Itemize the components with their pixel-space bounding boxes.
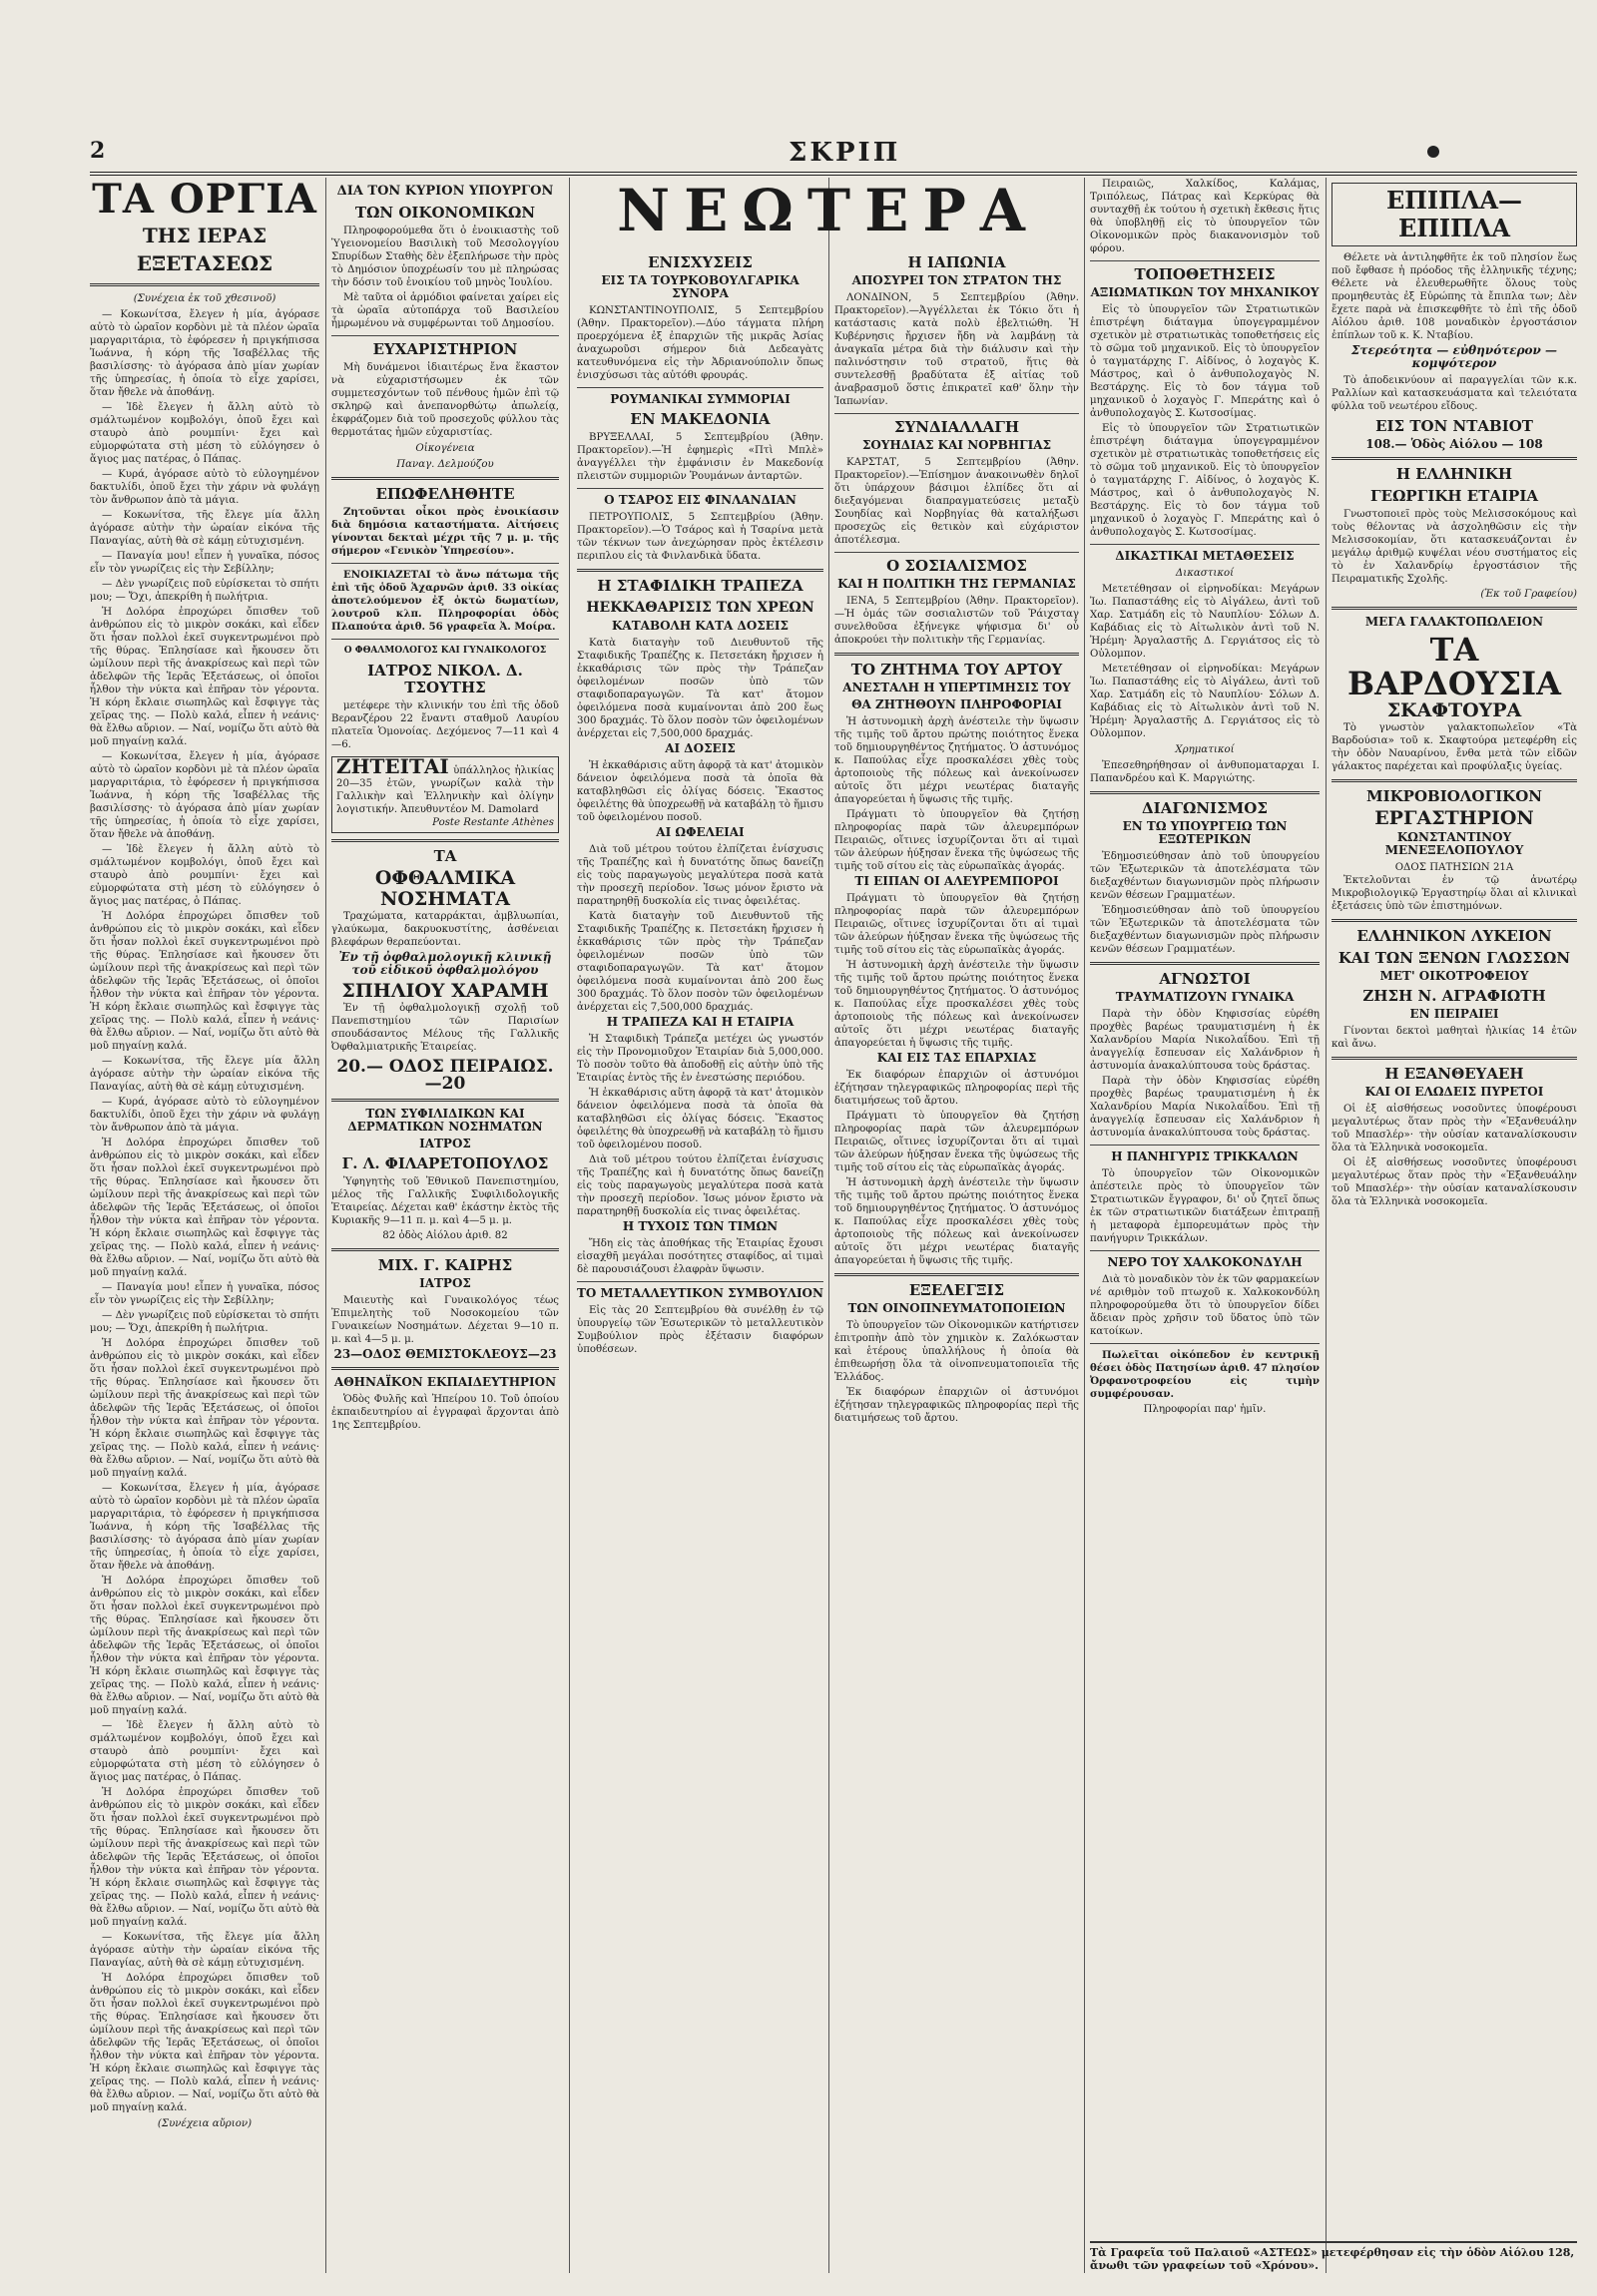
column-rule — [828, 178, 829, 2273]
paragraph: Ἡ ἐκκαθάρισις αὕτη ἀφορᾷ τὰ κατ' ἀτομικὸν δάνειον ὀφειλόμενα ποσὰ τὰ ὁποῖα θὰ καταβληθῶσι εἰς ὀλίγας δόσεις. Ἕκαστος ὀφειλέτης θὰ ὑποχρεωθῇ νὰ καταβάλῃ τὸ ἥμισυ τοῦ ὀφειλομένου ποσοῦ. — [577, 1088, 823, 1150]
paragraph: — Κοκωνίτσα, ἔλεγεν ἡ μία, ἀγόρασε αὐτὸ τὸ ὡραῖον κορδὸνι μὲ τὰ πλέον ὡραῖα μαργαριτάρια, τὸ ἐφόρεσεν ἡ πριγκήπισσα Ἰωάννα, ἡ κόρη τῆς Ἰσαβέλλας τῆς βασιλίσσης· τὸ ἀγόρασα ἀπὸ μίαν χωρίαν τῆς ὑπηρεσίας, ἡ ὁποία τὸ εἶχε χαρίσει, ὅταν ἤθελε νὰ ἀποθάνῃ. — [90, 309, 319, 398]
divider — [331, 839, 559, 842]
divider — [90, 283, 319, 286]
paragraph: Ἡ ἐκκαθάρισις αὕτη ἀφορᾷ τὰ κατ' ἀτομικὸν δάνειον ὀφειλόμενα ποσὰ τὰ ὁποῖα θὰ καταβληθῶσι εἰς ὀλίγας δόσεις. Ἕκαστος ὀφειλέτης θὰ ὑποχρεωθῇ νὰ καταβάλῃ τὸ ἥμισυ τοῦ ὀφειλομένου ποσοῦ. — [577, 760, 823, 823]
headline: ΑΙ ΔΟΣΕΙΣ — [665, 741, 736, 755]
paragraph: Ἡ ἀστυνομικὴ ἀρχὴ ἀνέστειλε τὴν ὕψωσιν τῆς τιμῆς τοῦ ἄρτου πρώτης ποιότητος ἕνεκα τοῦ δημιουργηθέντος ζητήματος. Ὁ ἀστυνόμος κ. Παπούλας εἶχε προσκαλέσει χθὲς τοὺς ἀρτοποιοὺς τῆς πόλεως καὶ ἀνεκοίνωσεν αὐτοῖς ὅτι μέχρι νεωτέρας διαταγῆς ἀπαγορεύεται ἡ ὕψωσις τῆς τιμῆς. — [834, 716, 1079, 805]
paragraph: Κατὰ διαταγὴν τοῦ Διευθυντοῦ τῆς Σταφιδικῆς Τραπέζης κ. Πετσετάκη ἤρχισεν ἡ ἐκκαθάρισις τῶν πρὸς τὴν Τράπεζαν ὀφειλομένων ποσῶν ὑπὸ τῶν σταφιδοπαραγωγῶν. Τὰ κατ' ἄτομον ὀφειλόμενα ποσὰ κυμαίνονται ἀπὸ 200 ἕως 300 δραχμάς. Τὸ ὅλον ποσὸν τῶν ὀφειλομένων ἀνέρχεται εἰς 7,500,000 δραχμάς. — [577, 638, 823, 739]
paragraph: — Ἰδὲ ἔλεγεν ἡ ἄλλη αὐτὸ τὸ σμάλτωμένον κομβολόγι, ὁποῦ ἔχει καὶ σταυρὸ ἀπὸ ρουμπίνι· ἔχει καὶ εὐμορφώτατα στὴ μέση τὸ εὐλόγησεν ὁ ἅγιος μας πατέρας, ὁ Πάπας. — [90, 1720, 319, 1783]
paragraph: — Κοκωνίτσα, τῆς ἔλεγε μία ἄλλη ἀγόρασε αὐτὴν τὴν ὡραίαν εἰκόνα τῆς Παναγίας, αὐτὴ θὰ σὲ κάμῃ εὐτυχισμένη. — [90, 510, 319, 547]
headline: ΔΙΑ ΤΟΝ ΚΥΡΙΟΝ ΥΠΟΥΡΓΟΝ — [336, 184, 554, 199]
advert-heading: ΜΙΚΡΟΒΙΟΛΟΓΙΚΟΝ — [1366, 787, 1542, 805]
headline: ΤΩΝ ΟΙΝΟΠΝΕΥΜΑΤΟΠΟΙΕΙΩΝ — [847, 1301, 1066, 1315]
headline: ΝΕΡΟ ΤΟΥ ΧΑΛΚΟΚΟΝΔΥΛΗ — [1107, 1255, 1303, 1269]
paragraph: Οἱ ἐξ αἰσθήσεως νοσοῦντες ὑποφέρουσι μεγαλυτέρως ὅταν πρὸς τὴν «Ἐξανθευάλην τοῦ Μπασλέρ»· τὴν οὐσίαν καταναλίσκουσιν ὅλα τὰ Ἑλληνικὰ νοσοκομεῖα. — [1331, 1157, 1577, 1207]
headline: ΗΕΚΚΑΘΑΡΙΣΙΣ ΤΩΝ ΧΡΕΩΝ — [586, 600, 814, 616]
paragraph: Ἐκ διαφόρων ἐπαρχιῶν οἱ ἀστυνόμοι ἐζήτησαν τηλεγραφικῶς πληροφορίας περὶ τῆς διατιμήσεως τοῦ ἄρτου. — [834, 1387, 1079, 1424]
paragraph: Ἐδημοσιεύθησαν ἀπὸ τοῦ ὑπουργείου τῶν Ἐξωτερικῶν τὰ ἀποτελέσματα τῶν διεξαχθέντων διαγωνισμῶν πρὸς πλήρωσιν κενῶν θέσεων Γραμματέων. — [1090, 905, 1320, 955]
paragraph: ΒΡΥΞΕΛΛΑΙ, 5 Σεπτεμβρίου (Ἀθην. Πρακτορεῖον).—Ἡ ἐφημερὶς «Πτὶ Μπλὲ» ἀναγγέλλει τὴν ἐμφάνισιν ἐν Μακεδονίᾳ πλειστῶν συμμοριῶν Ῥουμάνων ἀνταρτῶν. — [577, 432, 823, 482]
paragraph: Τραχώματα, καταρράκται, ἀμβλυωπίαι, γλαύκωμα, δακρυοκυστίτης, ἀσθένειαι βλεφάρων θεραπεύονται. — [331, 911, 559, 948]
advert-slogan: Στερεότητα — εὐθηνότερον — κομψότερον — [1350, 343, 1558, 370]
paragraph: ΚΩΝΣΤΑΝΤΙΝΟΥΠΟΛΙΣ, 5 Σεπτεμβρίου (Ἀθην. Πρακτορεῖον).—Δύο τάγματα πλήρη προερχόμενα ἐξ ἐπαρχιῶν τῆς μικρᾶς Ἀσίας ἀναχωροῦσι σήμερον διὰ Δεδεαγὰτς κατευθυνόμενα εἰς τὴν Ἀδριανούπολιν ὅπως ἐνισχύσωσι τὰς αὐτόθι φρουράς. — [577, 305, 823, 381]
headline: ΚΑΙ ΟΙ ΕΛΩΔΕΙΣ ΠΥΡΕΤΟΙ — [1364, 1085, 1544, 1099]
paragraph: Ἡ ἀστυνομικὴ ἀρχὴ ἀνέστειλε τὴν ὕψωσιν τῆς τιμῆς τοῦ ἄρτου πρώτης ποιότητος ἕνεκα τοῦ δημιουργηθέντος ζητήματος. Ὁ ἀστυνόμος κ. Παπούλας εἶχε προσκαλέσει χθὲς τοὺς ἀρτοποιοὺς τῆς πόλεως καὶ ἀνεκοίνωσεν αὐτοῖς ὅτι μέχρι νεωτέρας διαταγῆς ἀπαγορεύεται ἡ ὕψωσις τῆς τιμῆς. — [834, 960, 1079, 1049]
divider — [331, 477, 559, 480]
advert-text: Γίνονται δεκτοὶ μαθηταὶ ἡλικίας 14 ἐτῶν καὶ ἄνω. — [1331, 1026, 1577, 1050]
column-rule — [569, 178, 570, 2273]
headline: ΑΠΟΣΥΡΕΙ ΤΟΝ ΣΤΡΑΤΟΝ ΤΗΣ — [851, 273, 1062, 287]
paragraph: — Παναγία μου! εἶπεν ἡ γυναῖκα, πόσος εἶν τὸν γνωρίζεις εἰς τὴν Σεβίλλην; — [90, 551, 319, 575]
paragraph: Παρὰ τὴν ὁδὸν Κηφισσίας εὑρέθη προχθὲς βαρέως τραυματισμένη ἡ ἐκ Χαλανδρίου Μαρία Νικολαΐδου. Ἐπὶ τῇ ἀναγγελίᾳ ἔσπευσαν εἰς Χαλάνδριον ἡ ἀστυνομία ἀνακαλύπτουσα τοὺς δράστας. — [1090, 1009, 1320, 1072]
paragraph: — Ἰδὲ ἔλεγεν ἡ ἄλλη αὐτὸ τὸ σμάλτωμένον κομβολόγι, ὁποῦ ἔχει καὶ σταυρὸ ἀπὸ ρουμπίνι· ἔχει καὶ εὐμορφώτατα στὴ μέση τὸ εὐλόγησεν ὁ ἅγιος μας πατέρας, ὁ Πάπας. — [90, 402, 319, 465]
headline: ΤΩΝ ΟΙΚΟΝΟΜΙΚΩΝ — [354, 204, 536, 222]
headline: ΕΝΙΣΧΥΣΕΙΣ — [648, 253, 753, 271]
news-section-title: ΝΕΩΤΕΡΑ — [617, 177, 1039, 244]
signature: Παναγ. Δελμούζου — [396, 459, 494, 470]
paragraph: — Κυρά, ἀγόρασε αὐτὸ τὸ εὐλογημένον δακτυλίδι, ὁποῦ ἔχει τὴν χάριν νὰ φυλάγῃ τὸν ἄνθρωπον ἀπὸ τὰ μάγια. — [90, 469, 319, 506]
story-title: ΤΑ ΟΡΓΙΑ — [92, 178, 317, 223]
headline: ΙΑΤΡΟΣ — [419, 1276, 471, 1290]
headline: ΚΑΙ ΕΙΣ ΤΑΣ ΕΠΑΡΧΙΑΣ — [876, 1051, 1037, 1065]
headline: Η ΤΡΑΠΕΖΑ ΚΑΙ Η ΕΤΑΙΡΙΑ — [606, 1015, 795, 1029]
divider — [577, 488, 823, 489]
advert-heading: ΖΗΤΕΙΤΑΙ — [336, 754, 449, 778]
headline: ΕΝ ΤΩ ΥΠΟΥΡΓΕΙΩ ΤΩΝ ΕΞΩΤΕΡΙΚΩΝ — [1122, 819, 1288, 846]
divider — [1331, 457, 1577, 460]
paragraph: — Κοκωνίτσα, τῆς ἔλεγε μία ἄλλη ἀγόρασε αὐτὴν τὴν ὡραίαν εἰκόνα τῆς Παναγίας, αὐτὴ θὰ σὲ κάμῃ εὐτυχισμένη. — [90, 1056, 319, 1093]
headline: Ο ΤΣΑΡΟΣ ΕΙΣ ΦΙΝΛΑΝΔΙΑΝ — [604, 493, 797, 507]
advert-address: ΟΔΟΣ ΠΑΤΗΣΙΩΝ 21Α — [1394, 862, 1514, 873]
divider — [331, 1099, 559, 1102]
headline: ΤΙ ΕΙΠΑΝ ΟΙ ΑΛΕΥΡΕΜΠΟΡΟΙ — [854, 874, 1059, 888]
address: 23—ΟΔΟΣ ΘΕΜΙΣΤΟΚΛΕΟΥΣ—23 — [333, 1347, 557, 1361]
column-rule — [1326, 178, 1327, 2273]
advert-heading: ΖΗΣΗ Ν. ΑΓΡΑΦΙΩΤΗ — [1362, 987, 1546, 1005]
advert-text: Θέλετε νὰ ἀντιληφθῆτε ἐκ τοῦ πλησίον ἕως ποῦ ἔφθασε ἡ πρόοδος τῆς ἑλληνικῆς τέχνης; Θέλετε νὰ ἐλευθερωθῆτε ὅλους τοὺς προμηθευτὰς ἐξ Εὐρώπης τὰ ἔπιπλα των; Δὲν ἔχετε παρὰ νὰ ἐπισκεφθῆτε τὸ ἐπὶ τῆς ὁδοῦ Αἰόλου ἀριθ. 108 μοναδικὸν ἐργοστάσιον ἐπίπλων τοῦ κ. Κ. Νταβίου. — [1331, 252, 1577, 341]
advert-address: Poste Restante Athènes — [432, 817, 554, 828]
divider — [577, 1281, 823, 1282]
divider — [834, 552, 1079, 553]
paragraph: Ἐκ διαφόρων ἐπαρχιῶν οἱ ἀστυνόμοι ἐζήτησαν τηλεγραφικῶς πληροφορίας περὶ τῆς διατιμήσεως τοῦ ἄρτου. — [834, 1070, 1079, 1107]
paragraph: Διὰ τοῦ μέτρου τούτου ἐλπίζεται ἐνίσχυσις τῆς Τραπέζης καὶ ἡ δυνατότης ὅπως δανείζῃ εἰς τοὺς παραγωγοὺς μεγαλύτερα ποσὰ κατὰ τὴν προσεχῆ περίοδον. Ἰσως μόνον ἔριστο νὰ παρατηρηθῇ δυσκολία εἰς τινας ὀφειλέτας. — [577, 844, 823, 907]
paragraph: — Κυρά, ἀγόρασε αὐτὸ τὸ εὐλογημένον δακτυλίδι, ὁποῦ ἔχει τὴν χάριν νὰ φυλάγῃ τὸν ἄνθρωπον ἀπὸ τὰ μάγια. — [90, 1097, 319, 1134]
headline: ΤΡΑΥΜΑΤΙΖΟΥΝ ΓΥΝΑΙΚΑ — [1115, 990, 1295, 1004]
divider — [1090, 962, 1320, 965]
continuation-note: (Συνέχεια ἐκ τοῦ χθεσινοῦ) — [133, 293, 276, 304]
headline: Η ΠΑΝΗΓΥΡΙΣ ΤΡΙΚΚΑΛΩΝ — [1111, 1149, 1299, 1163]
paragraph: Ἡ Δολόρα ἐπροχώρει ὄπισθεν τοῦ ἀνθρώπου εἰς τὸ μικρὸν σοκάκι, καὶ εἶδεν ὅτι ἦσαν πολλοὶ ἐκεῖ συγκεντρωμένοι πρὸ τῆς θύρας. Ἐπλησίασε καὶ ἤκουσεν ὅτι ὡμίλουν περὶ τῆς ἀνακρίσεως καὶ περὶ τῶν ἀδελφῶν τῆς Ἱερᾶς Ἐξετάσεως, οἱ ὁποῖοι ἦλθον τὴν νύκτα καὶ ἐπῆραν τὸν γέροντα. Ἡ κόρη ἔκλαιε σιωπηλῶς καὶ ἔσφιγγε τὰς χεῖρας της. — Πολὺ καλά, εἶπεν ἡ νεάνις· θὰ ἔλθω αὔριον. — Ναί, νομίζω ὅτι αὐτὸ θὰ μοῦ πηγαίνῃ καλά. — [90, 607, 319, 747]
paragraph: Μαιευτὴς καὶ Γυναικολόγος τέως Ἐπιμελητὴς τοῦ Νοσοκομείου τῶν Γυναικείων Νοσημάτων. Δέχεται 9—10 π. μ. καὶ 4—5 μ. μ. — [331, 1295, 559, 1345]
headline: Ο ΦΘΑΛΜΟΛΟΓΟΣ ΚΑΙ ΓΥΝΑΙΚΟΛΟΓΟΣ — [343, 646, 547, 656]
paragraph: Πράγματι τὸ ὑπουργεῖον θὰ ζητήσῃ πληροφορίας παρὰ τῶν ἀλευρεμπόρων Πειραιῶς, οἵτινες ἰσχυρίζονται ὅτι αἱ τιμαὶ τῶν ἀλεύρων ἠύξησαν ἕνεκα τῆς ὑψώσεως τῆς τιμῆς τοῦ σίτου εἰς τὰς εὐρωπαϊκὰς ἀγοράς. — [834, 809, 1079, 872]
headline: ΕΙΣ ΤΑ ΤΟΥΡΚΟΒΟΥΛΓΑΡΙΚΑ ΣΥΝΟΡΑ — [601, 273, 799, 300]
divider — [1090, 544, 1320, 545]
paragraph: Μὲ ταῦτα οἱ ἁρμόδιοι φαίνεται χαίρει εἰς τὰ ὡραῖα αὐτοπάρχα τοῦ Βασιλείου ἧμρωμένου νὰ συμφέρωνται τοῦ Δημοσίου. — [331, 292, 559, 329]
divider — [331, 1248, 559, 1251]
advert-text: Τὸ ἀποδεικνύουν αἱ παραγγελίαι τῶν κ.κ. Ραλλίων καὶ κατασκευάσματα καὶ τελειότατα φύλλα τοῦ νεωτέρου εἴδους. — [1331, 375, 1577, 412]
headline: ΙΑΤΡΟΣ ΝΙΚΟΛ. Δ. ΤΣΟΥΤΗΣ — [367, 662, 523, 696]
headline: ΤΩΝ ΣΥΦΙΛΙΔΙΚΩΝ ΚΑΙ ΔΕΡΜΑΤΙΚΩΝ ΝΟΣΗΜΑΤΩΝ — [347, 1107, 543, 1134]
headline: ΤΟ ΖΗΤΗΜΑ ΤΟΥ ΑΡΤΟΥ — [850, 661, 1063, 679]
column-adverts — [1331, 178, 1577, 2233]
paragraph: Ἡ Δολόρα ἐπροχώρει ὄπισθεν τοῦ ἀνθρώπου εἰς τὸ μικρὸν σοκάκι, καὶ εἶδεν ὅτι ἦσαν πολλοὶ ἐκεῖ συγκεντρωμένοι πρὸ τῆς θύρας. Ἐπλησίασε καὶ ἤκουσεν ὅτι ὡμίλουν περὶ τῆς ἀνακρίσεως καὶ περὶ τῶν ἀδελφῶν τῆς Ἱερᾶς Ἐξετάσεως, οἱ ὁποῖοι ἦλθον τὴν νύκτα καὶ ἐπῆραν τὸν γέροντα. Ἡ κόρη ἔκλαιε σιωπηλῶς καὶ ἔσφιγγε τὰς χεῖρας της. — Πολὺ καλά, εἶπεν ἡ νεάνις· θὰ ἔλθω αὔριον. — Ναί, νομίζω ὅτι αὐτὸ θὰ μοῦ πηγαίνῃ καλά. — [90, 1576, 319, 1716]
advert-heading: ΕΙΣ ΤΟΝ ΝΤΑΒΙΟΤ — [1375, 417, 1533, 435]
paragraph: Εἰς τὰς 20 Σεπτεμβρίου θὰ συνέλθῃ ἐν τῷ ὑπουργείῳ τῶν Ἐσωτερικῶν τὸ μεταλλευτικὸν Συμβούλιον πρὸς ἐξέτασιν διαφόρων ὑποθέσεων. — [577, 1305, 823, 1355]
paragraph: Πράγματι τὸ ὑπουργεῖον θὰ ζητήσῃ πληροφορίας παρὰ τῶν ἀλευρεμπόρων Πειραιῶς, οἵτινες ἰσχυρίζονται ὅτι αἱ τιμαὶ τῶν ἀλεύρων ἠύξησαν ἕνεκα τῆς ὑψώσεως τῆς τιμῆς τοῦ σίτου εἰς τὰς εὐρωπαϊκὰς ἀγοράς. — [834, 893, 1079, 956]
divider — [834, 413, 1079, 414]
paragraph: Ὁδὸς Φυλῆς καὶ Ἠπείρου 10. Τοῦ ὁποίου ἐκπαιδευτηρίου αἱ ἐγγραφαὶ ἄρχονται ἀπὸ 1ης Σεπτεμβρίου. — [331, 1394, 559, 1431]
column-notices — [331, 178, 559, 2273]
divider — [1090, 260, 1320, 261]
paragraph: — Δὲν γνωρίζεις ποῦ εὑρίσκεται τὸ σπήτι μου; — Ὄχι, ἀπεκρίθη ἡ πωλήτρια. — [90, 1310, 319, 1334]
paragraph: — Ἰδὲ ἔλεγεν ἡ ἄλλη αὐτὸ τὸ σμάλτωμένον κομβολόγι, ὁποῦ ἔχει καὶ σταυρὸ ἀπὸ ρουμπίνι· ἔχει καὶ εὐμορφώτατα στὴ μέση τὸ εὐλόγησεν ὁ ἅγιος μας πατέρας, ὁ Πάπας. — [90, 844, 319, 907]
paragraph: ΙΕΝΑ, 5 Σεπτεμβρίου (Ἀθην. Πρακτορεῖον).—Ἡ ὁμάς τῶν σοσιαλιστῶν τοῦ Ῥάιχσταγ συνελθοῦσα ἐξήνεγκε ψήφισμα δι' οὗ ἀποκρούει τὴν πολιτικὴν τῆς Γερμανίας. — [834, 596, 1079, 646]
divider — [1331, 919, 1577, 922]
headline: ΤΑ — [433, 847, 457, 865]
divider — [331, 335, 559, 336]
column-news-1 — [577, 249, 823, 2275]
paragraph: Εἰς τὸ ὑπουργεῖον τῶν Στρατιωτικῶν ἐπιστρέψη διάταγμα ὑπογεγραμμένον σχετικὸν μὲ στρατιωτικὰς τοποθετήσεις εἰς τὸ σῶμα τοῦ μηχανικοῦ. Εἰς τὸ ὑπουργεῖον ὁ ταγματάρχης Γ. Αἰδίνος, ὁ λοχαγὸς Κ. Μάστρος, καὶ ὁ ἀνθυπολοχαγὸς Ν. Βεστάρχης. Εἰς τὸ δον τάγμα τοῦ μηχανικοῦ ὁ λοχαγὸς Γ. Μπεράτης καὶ ὁ ἀνθυπολοχαγὸς Σ. Κωτσοσίμας. — [1090, 304, 1320, 419]
headline: ΑΞΙΩΜΑΤΙΚΩΝ ΤΟΥ ΜΗΧΑΝΙΚΟΥ — [1090, 285, 1320, 299]
divider — [331, 563, 559, 564]
headline: ΑΓΝΩΣΤΟΙ — [1159, 970, 1251, 988]
paragraph: — Δὲν γνωρίζεις ποῦ εὑρίσκεται τὸ σπήτι μου; — Ὄχι, ἀπεκρίθη ἡ πωλήτρια. — [90, 579, 319, 603]
paragraph: Εἰς τὸ ὑπουργεῖον τῶν Στρατιωτικῶν ἐπιστρέψη διάταγμα ὑπογεγραμμένον σχετικὸν μὲ στρατιωτικὰς τοποθετήσεις εἰς τὸ σῶμα τοῦ μηχανικοῦ. Εἰς τὸ ὑπουργεῖον ὁ ταγματάρχης Γ. Αἰδίνος, ὁ λοχαγὸς Κ. Μάστρος, καὶ ὁ ἀνθυπολοχαγὸς Ν. Βεστάρχης. Εἰς τὸ δον τάγμα τοῦ μηχανικοῦ ὁ λοχαγὸς Γ. Μπεράτης καὶ ὁ ἀνθυπολοχαγὸς Σ. Κωτσοσίμας. — [1090, 423, 1320, 538]
advert-heading: ΕΡΓΑΣΤΗΡΙΟΝ — [1374, 807, 1534, 829]
column-rule — [1084, 178, 1085, 2273]
page-number: 2 — [90, 138, 106, 164]
headline: Η ΣΤΑΦΙΔΙΚΗ ΤΡΑΠΕΖΑ — [597, 577, 803, 595]
paragraph: Ἐδημοσιεύθησαν ἀπὸ τοῦ ὑπουργείου τῶν Ἐξωτερικῶν τὰ ἀποτελέσματα τῶν διεξαχθέντων διαγωνισμῶν πρὸς πλήρωσιν κενῶν θέσεων Γραμματέων. — [1090, 851, 1320, 901]
headline: ΣΠΗΛΙΟΥ ΧΑΡΑΜΗ — [341, 980, 549, 1002]
footer-notice: Τὰ Γραφεῖα τοῦ Παλαιοῦ «ΑΣΤΕΩΣ» μετεφέρθησαν εἰς τὴν ὁδὸν Αἰόλου 128, ἄνωθι τῶν γραφείων τοῦ «Χρόνου». — [1090, 2241, 1577, 2272]
advert-text: ὑπάλληλος ἡλικίας 20—35 ἐτῶν, γνωρίζων καλὰ τὴν Γαλλικὴν καὶ Ἑλληνικὴν καὶ ὀλίγην λογιστικήν. Ἀπευθυντέον Μ. Damolard — [336, 765, 554, 815]
paragraph: μετέφερε τὴν κλινικήν του ἐπὶ τῆς ὁδοῦ Βερανζέρου 22 ἔναντι σταθμοῦ Λαυρίου πλατεῖα Ὁμονοίας. Δεχόμενος 7—11 καὶ 4—6. — [331, 700, 559, 750]
paragraph: Ἐπεσεθηρήθησαν οἱ ἀνθυποματαρχαι Ι. Παπανδρέου καὶ Κ. Μαργιώτης. — [1090, 760, 1320, 784]
advert-text: Πληροφορίαι παρ' ἡμῖν. — [1143, 1404, 1267, 1415]
divider — [1090, 791, 1320, 794]
advert-heading: ΜΕΓΑ ΓΑΛΑΚΤΟΠΩΛΕΙΟΝ — [1364, 615, 1544, 629]
headline: ΔΙΚΑΣΤΙΚΑΙ ΜΕΤΑΘΕΣΕΙΣ — [1115, 549, 1295, 563]
paragraph: Μετετέθησαν οἱ εἰρηνοδίκαι: Μεγάρων Ἰω. Παπαστάθης εἰς τὸ Αἰγάλεω, ἀντὶ τοῦ Χαρ. Σατμάδη εἰς τὸ Ναυπλίου· Σόλων Δ. Καβάδιας εἰς τὸ Αἰτωλικὸν ἀντὶ τοῦ Ν. Ἠρέμη· Ἀργαλαστῆς Δ. Γεργιάτσος εἰς τὸ Οὐλομπον. — [1090, 664, 1320, 739]
headline: ΣΟΥΗΔΙΑΣ ΚΑΙ ΝΟΡΒΗΓΙΑΣ — [861, 438, 1052, 452]
signature: Οἰκογένεια — [415, 443, 475, 454]
headline: ΤΟΠΟΘΕΤΗΣΕΙΣ — [1134, 265, 1276, 283]
divider — [1331, 607, 1577, 610]
headline: ΕΠΩΦΕΛΗΘΗΤΕ — [375, 485, 515, 503]
address: 20.— ΟΔΟΣ ΠΕΙΡΑΙΩΣ.—20 — [336, 1057, 554, 1094]
paragraph: Πράγματι τὸ ὑπουργεῖον θὰ ζητήσῃ πληροφορίας παρὰ τῶν ἀλευρεμπόρων Πειραιῶς, οἵτινες ἰσχυρίζονται ὅτι αἱ τιμαὶ τῶν ἀλεύρων ἠύξησαν ἕνεκα τῆς ὑψώσεως τῆς τιμῆς τοῦ σίτου εἰς τὰς εὐρωπαϊκὰς ἀγοράς. — [834, 1111, 1079, 1173]
paragraph: Τὸ ὑπουργεῖον τῶν Οἰκονομικῶν ἀπέστειλε πρὸς τὸ ὑπουργεῖον τῶν Στρατιωτικῶν ἔγγραφον, δι' οὗ ζητεῖ ὅπως ἐκ τῶν στρατιωτικῶν διατάξεων ἐπιτραπῇ ἡ μεταφορὰ ἐμπορευμάτων πρὸς τὴν πανήγυριν Τρικκάλων. — [1090, 1168, 1320, 1244]
advert-box — [331, 756, 559, 833]
paragraph: — Κοκωνίτσα, ἔλεγεν ἡ μία, ἀγόρασε αὐτὸ τὸ ὡραῖον κορδὸνι μὲ τὰ πλέον ὡραῖα μαργαριτάρια, τὸ ἐφόρεσεν ἡ πριγκήπισσα Ἰωάννα, ἡ κόρη τῆς Ἰσαβέλλας τῆς βασιλίσσης· τὸ ἀγόρασα ἀπὸ μίαν χωρίαν τῆς ὑπηρεσίας, ἡ ὁποία τὸ εἶχε χαρίσει, ὅταν ἤθελε νὰ ἀποθάνῃ. — [90, 1483, 319, 1572]
paragraph: Μετετέθησαν οἱ εἰρηνοδίκαι: Μεγάρων Ἰω. Παπαστάθης εἰς τὸ Αἰγάλεω, ἀντὶ τοῦ Χαρ. Σατμάδη εἰς τὸ Ναυπλίου· Σόλων Δ. Καβάδιας εἰς τὸ Αἰτωλικὸν ἀντὶ τοῦ Ν. Ἠρέμη· Ἀργαλαστῆς Δ. Γεργιάτσος εἰς τὸ Οὐλομπον. — [1090, 584, 1320, 660]
headline: Ἐν τῇ ὀφθαλμολογικῇ κλινικῇ τοῦ εἰδικοῦ ὀφθαλμολόγου — [338, 950, 552, 977]
paragraph: Διὰ τὸ μοναδικὸν τὸν ἐκ τῶν φαρμακείων νέ αριθμὸν τοῦ πτωχοῦ κ. Χαλκοκονδύλη πληροφορούμεθα ὅτι τὸ ὑπουργεῖον δίδει ἄδειαν πρὸς χρῆσιν τοῦ ὕδατος ὑπὸ τῶν κατοίκων. — [1090, 1274, 1320, 1337]
headline: ΕΞΕΛΕΓΞΙΣ — [908, 1281, 1005, 1299]
paragraph: Ἡ Δολόρα ἐπροχώρει ὄπισθεν τοῦ ἀνθρώπου εἰς τὸ μικρὸν σοκάκι, καὶ εἶδεν ὅτι ἦσαν πολλοὶ ἐκεῖ συγκεντρωμένοι πρὸ τῆς θύρας. Ἐπλησίασε καὶ ἤκουσεν ὅτι ὡμίλουν περὶ τῆς ἀνακρίσεως καὶ περὶ τῶν ἀδελφῶν τῆς Ἱερᾶς Ἐξετάσεως, οἱ ὁποῖοι ἦλθον τὴν νύκτα καὶ ἐπῆραν τὸν γέροντα. Ἡ κόρη ἔκλαιε σιωπηλῶς καὶ ἔσφιγγε τὰς χεῖρας της. — Πολὺ καλά, εἶπεν ἡ νεάνις· θὰ ἔλθω αὔριον. — Ναί, νομίζω ὅτι αὐτὸ θὰ μοῦ πηγαίνῃ καλά. — [90, 1338, 319, 1479]
divider — [834, 653, 1079, 656]
headline: ΚΑΙ Η ΠΟΛΙΤΙΚΗ ΤΗΣ ΓΕΡΜΑΝΙΑΣ — [837, 577, 1076, 591]
paragraph: Ἡ Δολόρα ἐπροχώρει ὄπισθεν τοῦ ἀνθρώπου εἰς τὸ μικρὸν σοκάκι, καὶ εἶδεν ὅτι ἦσαν πολλοὶ ἐκεῖ συγκεντρωμένοι πρὸ τῆς θύρας. Ἐπλησίασε καὶ ἤκουσεν ὅτι ὡμίλουν περὶ τῆς ἀνακρίσεως καὶ περὶ τῶν ἀδελφῶν τῆς Ἱερᾶς Ἐξετάσεως, οἱ ὁποῖοι ἦλθον τὴν νύκτα καὶ ἐπῆραν τὸν γέροντα. Ἡ κόρη ἔκλαιε σιωπηλῶς καὶ ἔσφιγγε τὰς χεῖρας της. — Πολὺ καλά, εἶπεν ἡ νεάνις· θὰ ἔλθω αὔριον. — Ναί, νομίζω ὅτι αὐτὸ θὰ μοῦ πηγαίνῃ καλά. — [90, 1138, 319, 1278]
divider — [1090, 1250, 1320, 1251]
divider — [1090, 1145, 1320, 1146]
paragraph: Ἐν τῇ ὀφθαλμολογικῇ σχολῇ τοῦ Πανεπιστημίου τῶν Παρισίων σπουδάσαντος Μέλους τῆς Γαλλικῆς Ὀφθαλμιατρικῆς Ἑταιρείας. — [331, 1003, 559, 1053]
headline: ΤΟ ΜΕΤΑΛΛΕΥΤΙΚΟΝ ΣΥΜΒΟΥΛΙΟΝ — [577, 1286, 823, 1300]
headline: Η ΕΞΑΝΘΕΥΑΕΗ — [1384, 1065, 1524, 1083]
divider — [834, 1273, 1079, 1276]
paragraph: ΛΟΝΔΙΝΟΝ, 5 Σεπτεμβρίου (Ἀθην. Πρακτορεῖον).—Ἀγγέλλεται ἐκ Τόκιο ὅτι ἡ κατάστασις κατὰ πολὺ ἐβελτιώθη. Ἡ Κυβέρνησις ἤρχισεν ἤδη νὰ λαμβάνῃ τὰ ἀναγκαῖα μέτρα διὰ τὴν διάλυσιν καὶ τὴν παλινόστησιν τοῦ στρατοῦ, ἥτις θὰ συντελεσθῇ βραδύτατα ἐξ αἰτίας τοῦ ἀναβρασμοῦ ὅστις ἐπικρατεῖ καθ' ὅλην τὴν Ἰαπωνίαν. — [834, 292, 1079, 407]
paragraph: Κατὰ διαταγὴν τοῦ Διευθυντοῦ τῆς Σταφιδικῆς Τραπέζης κ. Πετσετάκη ἤρχισεν ἡ ἐκκαθάρισις τῶν πρὸς τὴν Τράπεζαν ὀφειλομένων ποσῶν ὑπὸ τῶν σταφιδοπαραγωγῶν. Τὰ κατ' ἄτομον ὀφειλόμενα ποσὰ κυμαίνονται ἀπὸ 200 ἕως 300 δραχμάς. Τὸ ὅλον ποσὸν τῶν ὀφειλομένων ἀνέρχεται εἰς 7,500,000 δραχμάς. — [577, 911, 823, 1013]
advert-heading: ΣΚΑΦΤΟΥΡΑ — [1386, 699, 1522, 721]
subheadline: Χρηματικοί — [1175, 744, 1235, 755]
attribution: (Ἐκ τοῦ Γραφείου) — [1480, 589, 1577, 600]
advert-address: 108.— Ὁδὸς Αἰόλου — 108 — [1365, 437, 1543, 451]
divider — [577, 569, 823, 572]
paragraph: Ἡ Δολόρα ἐπροχώρει ὄπισθεν τοῦ ἀνθρώπου εἰς τὸ μικρὸν σοκάκι, καὶ εἶδεν ὅτι ἦσαν πολλοὶ ἐκεῖ συγκεντρωμένοι πρὸ τῆς θύρας. Ἐπλησίασε καὶ ἤκουσεν ὅτι ὡμίλουν περὶ τῆς ἀνακρίσεως καὶ περὶ τῶν ἀδελφῶν τῆς Ἱερᾶς Ἐξετάσεως, οἱ ὁποῖοι ἦλθον τὴν νύκτα καὶ ἐπῆραν τὸν γέροντα. Ἡ κόρη ἔκλαιε σιωπηλῶς καὶ ἔσφιγγε τὰς χεῖρας της. — Πολὺ καλά, εἶπεν ἡ νεάνις· θὰ ἔλθω αὔριον. — Ναί, νομίζω ὅτι αὐτὸ θὰ μοῦ πηγαίνῃ καλά. — [90, 1973, 319, 2113]
paragraph: Ὑφηγητὴς τοῦ Ἐθνικοῦ Πανεπιστημίου, μέλος τῆς Γαλλικῆς Συφιλιδολογικῆς Ἑταιρείας. Δέχεται καθ' ἑκάστην ἐκτὸς τῆς Κυριακῆς 9—11 π. μ. καὶ 4—5 μ. μ. — [331, 1176, 559, 1226]
bullet-icon — [1427, 146, 1439, 158]
paragraph: Διὰ τοῦ μέτρου τούτου ἐλπίζεται ἐνίσχυσις τῆς Τραπέζης καὶ ἡ δυνατότης ὅπως δανείζῃ εἰς τοὺς παραγωγοὺς μεγαλύτερα ποσὰ κατὰ τὴν προσεχῆ περίοδον. Ἰσως μόνον ἔριστο νὰ παρατηρηθῇ δυσκολία εἰς τινας ὀφειλέτας. — [577, 1154, 823, 1217]
paragraph: Γνωστοποιεῖ πρὸς τοὺς Μελισσοκόμους καὶ τοὺς θέλοντας νὰ ἀσχοληθῶσιν εἰς τὴν Μελισσοκομίαν, ὅτι κατασκευάζονται ἐν μεγάλῳ ἀριθμῷ κυψέλαι νέου συστήματος εἰς τὸ ἐν Χαλανδρίῳ ἐργοστάσιον τῆς Πειραματικῆς Σχολῆς. — [1331, 509, 1577, 585]
advert-text: ΕΝΟΙΚΙΑΖΕΤΑΙ τὸ ἄνω πάτωμα τῆς ἐπὶ τῆς ὁδοῦ Ἁχαρνῶν ἀριθ. 33 οἰκίας ἀποτελούμενον ἐξ ὀκτὼ δωματίων, λουτροῦ κλπ. Πληροφορίαι ὁδὸς Πλαπούτα ἀριθ. 56 γραφεῖα Ἀ. Μοίρα. — [331, 569, 559, 633]
headline: Η ΕΛΛΗΝΙΚΗ — [1395, 465, 1513, 483]
advert-heading: ΕΛΛΗΝΙΚΟΝ ΛΥΚΕΙΟΝ — [1356, 927, 1552, 945]
paragraph: Ἡ Σταφιδικὴ Τράπεζα μετέχει ὡς γνωστόν εἰς τὴν Προνομιοῦχον Ἑταιρίαν διὰ 5,000,000. Τὸ ποσὸν τοῦτο θὰ ἀποδοθῇ εἰς αὐτὴν ὑπὸ τῆς Ἑταιρίας ἐντὸς τῆς ἐν ἐνεστώσης περιόδου. — [577, 1034, 823, 1084]
divider — [1331, 1057, 1577, 1060]
paragraph: Τὸ ὑπουργεῖον τῶν Οἰκονομικῶν κατήρτισεν ἐπιτροπὴν ἀπὸ τὸν χημικὸν κ. Ζαλόκωσταν καὶ ἑτέρους ὑπαλλήλους ἡ ὁποία θὰ ἐπιθεωρήσῃ ὅλα τὰ οἰνοπνευματοποιεῖα τῆς Ἑλλάδος. — [834, 1320, 1079, 1383]
divider — [1090, 1343, 1320, 1344]
headline: ΣΥΝΔΙΑΛΛΑΓΗ — [893, 418, 1020, 436]
headline: ΟΦΘΑΛΜΙΚΑ ΝΟΣΗΜΑΤΑ — [374, 867, 516, 910]
divider — [331, 1367, 559, 1370]
paragraph: — Παναγία μου! εἶπεν ἡ γυναῖκα, πόσος εἶν τὸν γνωρίζεις εἰς τὴν Σεβίλλην; — [90, 1282, 319, 1306]
advert-text: Ἐκτελοῦνται ἐν τῷ ἀνωτέρῳ Μικροβιολογικῷ Ἐργαστηρίῳ ὅλαι αἱ κλινικαὶ ἐξετάσεις ὑπὸ τῶν ἐπιστημόνων. — [1331, 875, 1577, 912]
headline: ΕΝ ΜΑΚΕΔΟΝΙΑ — [630, 410, 771, 428]
advert-text: Τὸ γνωστὸν γαλακτοπωλεῖον «Τὰ Βαρδούσια» τοῦ κ. Σκαφτούρα μετεφέρθη εἰς τὴν ὁδὸν Ναυαρίνου, ἔνθα μετὰ τῶν εἰδῶν γάλακτος παρέχεται καὶ προφύλαξις ὑγείας. — [1331, 722, 1577, 772]
paragraph: Ἡ ἀστυνομικὴ ἀρχὴ ἀνέστειλε τὴν ὕψωσιν τῆς τιμῆς τοῦ ἄρτου πρώτης ποιότητος ἕνεκα τοῦ δημιουργηθέντος ζητήματος. Ὁ ἀστυνόμος κ. Παπούλας εἶχε προσκαλέσει χθὲς τοὺς ἀρτοποιοὺς τῆς πόλεως καὶ ἀνεκοίνωσεν αὐτοῖς ὅτι μέχρι νεωτέρας διαταγῆς ἀπαγορεύεται ἡ ὕψωσις τῆς τιμῆς. — [834, 1177, 1079, 1266]
advert-heading: ΕΝ ΠΕΙΡΑΙΕΙ — [1409, 1007, 1499, 1021]
column-serial-story — [90, 178, 319, 2273]
headline: ΑΙ ΩΦΕΛΕΙΑΙ — [656, 825, 745, 839]
to-be-continued: (Συνέχεια αὔριον) — [157, 2118, 253, 2129]
masthead — [90, 138, 1577, 176]
headline: ΜΙΧ. Γ. ΚΑΙΡΗΣ — [377, 1256, 513, 1274]
paragraph: Πληροφορούμεθα ὅτι ὁ ἐνοικιαστὴς τοῦ Ὑγειονομείου Βασιλικὴ τοῦ Μεσολογγίου Σπυρίδων Σταθὴς δὲν ἐξεπλήρωσε τὴν πρὸς τὸ Δημόσιον ὑποχρέωσίν του μὲ πληρώσας τὴν δόσιν τοῦ ἐνοικίου τοῦ μηνὸς Ἰουλίου. — [331, 226, 559, 288]
column-domestic — [1090, 178, 1320, 2233]
headline: ΙΑΤΡΟΣ — [419, 1137, 471, 1150]
paragraph: ΠΕΤΡΟΥΠΟΛΙΣ, 5 Σεπτεμβρίου (Ἀθην. Πρακτορεῖον).—Ὁ Τσάρος καὶ ἡ Τσαρίνα μετὰ τῶν τέκνων των ἀνεχώρησαν πρὸς ἐκτέλεσιν περιπλου εἰς τὰ Φινλανδικὰ ὕδατα. — [577, 512, 823, 562]
divider — [1331, 779, 1577, 782]
headline: Η ΤΥΧΟΙΣ ΤΩΝ ΤΙΜΩΝ — [622, 1219, 779, 1233]
headline: ΑΘΗΝΑΪΚΟΝ ΕΚΠΑΙΔΕΥΤΗΡΙΟΝ — [333, 1375, 557, 1389]
column-news-2 — [834, 249, 1079, 2275]
advert-heading: ΜΕΤ' ΟΙΚΟΤΡΟΦΕΙΟΥ — [1379, 969, 1529, 983]
column-rule — [325, 178, 326, 2273]
paragraph: — Κοκωνίτσα, ἔλεγεν ἡ μία, ἀγόρασε αὐτὸ τὸ ὡραῖον κορδὸνι μὲ τὰ πλέον ὡραῖα μαργαριτάρια, τὸ ἐφόρεσεν ἡ πριγκήπισσα Ἰωάννα, ἡ κόρη τῆς Ἰσαβέλλας τῆς βασιλίσσης· τὸ ἀγόρασα ἀπὸ μίαν χωρίαν τῆς ὑπηρεσίας, ἡ ὁποία τὸ εἶχε χαρίσει, ὅταν ἤθελε νὰ ἀποθάνῃ. — [90, 751, 319, 840]
story-subtitle: ΤΗΣ ΙΕΡΑΣ ΕΞΕΤΑΣΕΩΣ — [136, 224, 273, 275]
advert-heading: ΚΑΙ ΤΩΝ ΞΕΝΩΝ ΓΛΩΣΣΩΝ — [1337, 949, 1571, 967]
advert-text: Πωλεῖται οἰκόπεδον ἐν κεντρικῇ θέσει ὁδὸς Πατησίων ἀριθ. 47 πλησίον Ὀρφανοτροφείου εἰς τιμὴν συμφέρουσαν. — [1090, 1349, 1320, 1400]
paragraph: ΚΑΡΣΤΑΤ, 5 Σεπτεμβρίου (Ἀθην. Πρακτορεῖον).—Ἐπίσημον ἀνακοινωθὲν δηλοῖ ὅτι ὑπάρχουν βάσιμοι ἐλπίδες ὅτι αἱ διεξαγόμεναι διαπραγματεύσεις μεταξὺ Σουηδίας καὶ Νορβηγίας θὰ καταλήξωσι προσεχῶς εἰς θετικὸν καὶ εὐχάριστον ἀποτέλεσμα. — [834, 457, 1079, 546]
advert-heading: ΕΠΙΠΛΑ—ΕΠΙΠΛΑ — [1385, 186, 1523, 242]
headline: Ο ΣΟΣΙΑΛΙΣΜΟΣ — [886, 557, 1027, 575]
address: 82 ὁδὸς Αἰόλου ἀριθ. 82 — [382, 1230, 508, 1241]
paragraph: Ἡ Δολόρα ἐπροχώρει ὄπισθεν τοῦ ἀνθρώπου εἰς τὸ μικρὸν σοκάκι, καὶ εἶδεν ὅτι ἦσαν πολλοὶ ἐκεῖ συγκεντρωμένοι πρὸ τῆς θύρας. Ἐπλησίασε καὶ ἤκουσεν ὅτι ὡμίλουν περὶ τῆς ἀνακρίσεως καὶ περὶ τῶν ἀδελφῶν τῆς Ἱερᾶς Ἐξετάσεως, οἱ ὁποῖοι ἦλθον τὴν νύκτα καὶ ἐπῆραν τὸν γέροντα. Ἡ κόρη ἔκλαιε σιωπηλῶς καὶ ἔσφιγγε τὰς χεῖρας της. — Πολὺ καλά, εἶπεν ἡ νεάνις· θὰ ἔλθω αὔριον. — Ναί, νομίζω ὅτι αὐτὸ θὰ μοῦ πηγαίνῃ καλά. — [90, 1787, 319, 1928]
paragraph: — Κοκωνίτσα, τῆς ἔλεγε μία ἄλλη ἀγόρασε αὐτὴν τὴν ὡραίαν εἰκόνα τῆς Παναγίας, αὐτὴ θὰ σὲ κάμῃ εὐτυχισμένη. — [90, 1932, 319, 1969]
headline: ΓΕΩΡΓΙΚΗ ΕΤΑΙΡΙΑ — [1370, 487, 1538, 505]
advert-heading: ΤΑ ΒΑΡΔΟΥΣΙΑ — [1347, 631, 1561, 702]
headline: ΕΥΧΑΡΙΣΤΗΡΙΟΝ — [372, 340, 518, 358]
advert-text: Ζητοῦνται οἶκοι πρὸς ἐνοικίασιν διὰ δημόσια καταστήματα. Αἰτήσεις γίνονται δεκταὶ μέχρι τῆς 7 μ. μ. τῆς σήμερον «Γενικὸν Ὑπηρεσίου». — [331, 506, 559, 557]
paragraph: Παρὰ τὴν ὁδὸν Κηφισσίας εὑρέθη προχθὲς βαρέως τραυματισμένη ἡ ἐκ Χαλανδρίου Μαρία Νικολαΐδου. Ἐπὶ τῇ ἀναγγελίᾳ ἔσπευσαν εἰς Χαλάνδριον ἡ ἀστυνομία ἀνακαλύπτουσα τοὺς δράστας. — [1090, 1076, 1320, 1139]
headline: Η ΙΑΠΩΝΙΑ — [907, 253, 1006, 271]
headline: ΑΝΕΣΤΑΛΗ Η ΥΠΕΡΤΙΜΗΣΙΣ ΤΟΥ — [842, 681, 1071, 694]
paper-name: ΣΚΡΙΠ — [789, 138, 901, 168]
paragraph: Οἱ ἐξ αἰσθήσεως νοσοῦντες ὑποφέρουσι μεγαλυτέρως ὅταν πρὸς τὴν «Ἐξανθευάλην τοῦ Μπασλέρ»· τὴν οὐσίαν καταναλίσκουσιν ὅλα τὰ Ἑλληνικὰ νοσοκομεῖα. — [1331, 1104, 1577, 1153]
headline: ΚΑΤΑΒΟΛΗ ΚΑΤΑ ΔΟΣΕΙΣ — [611, 619, 790, 633]
subheadline: Δικαστικοί — [1175, 568, 1235, 579]
headline: ΘΑ ΖΗΤΗΘΟΥΝ ΠΛΗΡΟΦΟΡΙΑΙ — [851, 697, 1062, 711]
paragraph: Ἤδη εἰς τὰς ἀποθήκας τῆς Ἑταιρίας ἔχουσι εἰσαχθῆ μεγάλαι ποσότητες σταφίδος, αἱ τιμαὶ δὲ παρουσιάζουσι ἐλαφρὰν ὕψωσιν. — [577, 1238, 823, 1275]
paragraph: Μὴ δυνάμενοι ἰδιαιτέρως ἔνα ἕκαστον νὰ εὐχαριστήσωμεν ἐκ τῶν συμμετεσχόντων τοῦ πένθους ἡμῶν ἐπὶ τῷ σκληρῷ καὶ ἀνεπανορθώτῳ ἀπωλείᾳ, ἐκφράζομεν διὰ τοῦ προσεχοῦς φύλλου τὰς θερμοτάτας ἡμῶν εὐχαριστίας. — [331, 362, 559, 438]
paragraph: Ἡ Δολόρα ἐπροχώρει ὄπισθεν τοῦ ἀνθρώπου εἰς τὸ μικρὸν σοκάκι, καὶ εἶδεν ὅτι ἦσαν πολλοὶ ἐκεῖ συγκεντρωμένοι πρὸ τῆς θύρας. Ἐπλησίασε καὶ ἤκουσεν ὅτι ὡμίλουν περὶ τῆς ἀνακρίσεως καὶ περὶ τῶν ἀδελφῶν τῆς Ἱερᾶς Ἐξετάσεως, οἱ ὁποῖοι ἦλθον τὴν νύκτα καὶ ἐπῆραν τὸν γέροντα. Ἡ κόρη ἔκλαιε σιωπηλῶς καὶ ἔσφιγγε τὰς χεῖρας της. — Πολὺ καλά, εἶπεν ἡ νεάνις· θὰ ἔλθω αὔριον. — Ναί, νομίζω ὅτι αὐτὸ θὰ μοῦ πηγαίνῃ καλά. — [90, 911, 319, 1052]
advert-heading: ΚΩΝΣΤΑΝΤΙΝΟΥ ΜΕΝΕΞΕΛΟΠΟΥΛΟΥ — [1384, 830, 1524, 857]
headline: Γ. Λ. ΦΙΛΑΡΕΤΟΠΟΥΛΟΣ — [341, 1154, 549, 1172]
divider — [331, 639, 559, 640]
headline: ΔΙΑΓΩΝΙΣΜΟΣ — [1142, 799, 1268, 817]
headline: ΡΟΥΜΑΝΙΚΑΙ ΣΥΜΜΟΡΙΑΙ — [610, 392, 791, 406]
paragraph: Πειραιῶς, Χαλκίδος, Καλάμας, Τριπόλεως, Πάτρας καὶ Κερκύρας θὰ συνταχθῇ ἐκ τούτου ἡ σχετικὴ ἔκθεσις ἥτις θὰ ὑποβληθῇ εἰς τὸ ὑπουργεῖον τῶν Οἰκονομικῶν πρὸς διακανονισμὸν τοῦ φόρου. — [1090, 179, 1320, 254]
divider — [577, 387, 823, 388]
advert-box — [1331, 183, 1577, 246]
